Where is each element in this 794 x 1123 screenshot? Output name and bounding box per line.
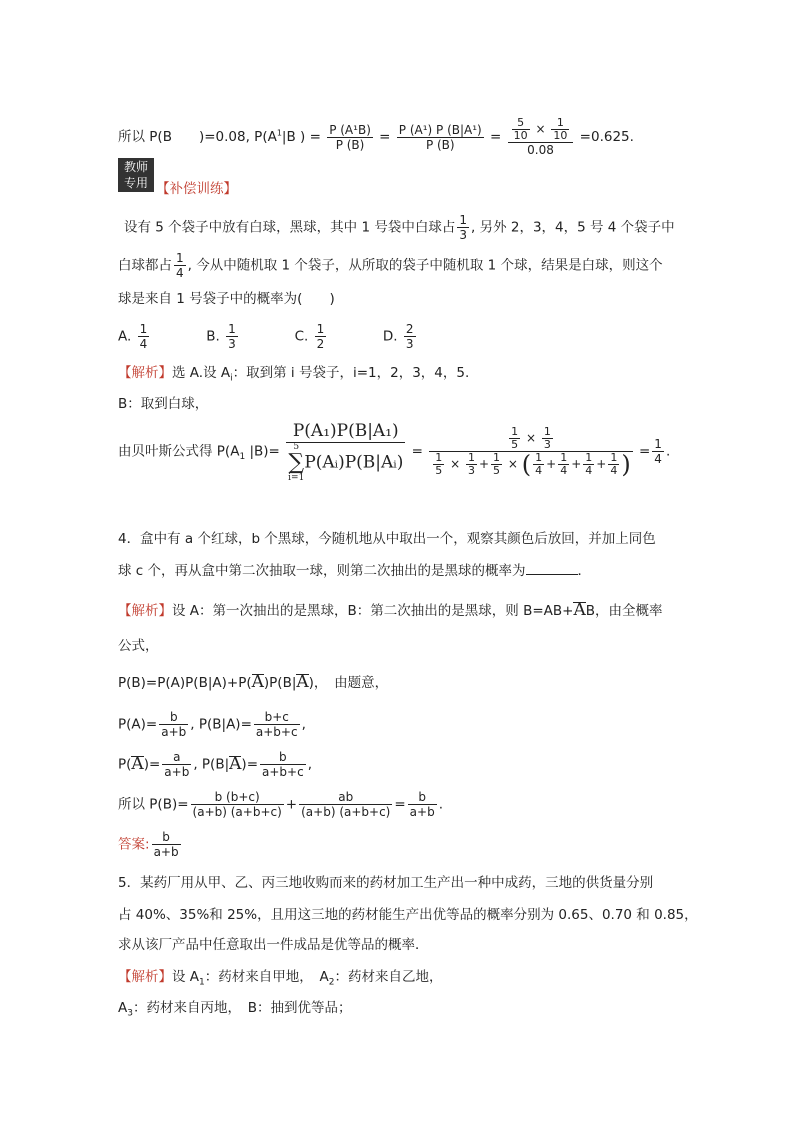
plus-sign: +	[285, 796, 298, 813]
text: )=	[241, 756, 259, 773]
analysis-tag: 【解析】	[118, 365, 172, 381]
fraction	[260, 750, 306, 779]
fraction	[327, 123, 373, 152]
denominator: a+b+c	[262, 765, 304, 779]
bayes-formula	[118, 420, 670, 483]
denominator: a+b	[409, 805, 435, 819]
numerator: 1	[511, 425, 519, 438]
solution2-line-2: 公式，	[118, 638, 159, 654]
q5-line-2: 占 40%、35%和 25%，且用这三地的药材能生产出优等品的概率分别为 0.65、0.70 和 0.85，	[118, 907, 698, 923]
text: A	[118, 1000, 128, 1016]
options-row	[118, 322, 467, 351]
text: =0.625.	[579, 129, 634, 145]
fraction	[509, 426, 520, 451]
text: =	[394, 796, 406, 813]
sum-top: 5	[293, 442, 300, 452]
numerator: 1	[560, 451, 568, 464]
denominator: 10	[513, 129, 528, 142]
answer-tag: 答案:	[118, 836, 150, 853]
fraction	[299, 790, 392, 819]
a-complement: A	[573, 600, 586, 620]
superscript: 1	[276, 128, 282, 138]
numerator: 1	[139, 322, 148, 336]
numerator: b	[159, 710, 188, 725]
text: .	[665, 443, 671, 460]
section-title: 【补偿训练】	[156, 181, 237, 197]
option-label: B.	[206, 328, 225, 345]
fraction	[159, 710, 188, 739]
answer-line	[118, 830, 183, 859]
option-c	[295, 322, 379, 351]
solution2-line-6	[118, 790, 443, 819]
formula-line-top	[118, 117, 634, 157]
big-fraction	[286, 420, 405, 483]
numerator: 5	[512, 117, 530, 130]
fraction	[491, 452, 502, 477]
numerator: b	[152, 830, 181, 845]
text: 球 c 个，再从盒中第二次抽取一球，则第二次抽出的是黑球的概率为	[118, 563, 526, 579]
solution3-line-2	[118, 999, 352, 1023]
denominator: 4	[560, 464, 568, 477]
sum-body: P(Aᵢ)P(B|Aᵢ)	[304, 452, 404, 473]
text: |B ) =	[281, 129, 321, 145]
text: 设 A	[172, 969, 200, 985]
numerator: b+c	[254, 710, 300, 725]
text: 由贝叶斯公式得 P(A	[118, 443, 240, 460]
text: , P(B|	[193, 756, 230, 773]
fraction	[583, 452, 594, 477]
a-complement: A	[251, 672, 264, 692]
analysis-tag: 【解析】	[118, 603, 172, 619]
badge-line: 教师	[123, 160, 148, 174]
denominator: 4	[139, 337, 148, 351]
fraction	[652, 437, 664, 466]
text: =	[411, 443, 423, 460]
fraction	[608, 452, 619, 477]
text: , 今从中随机取 1 个袋子，从所取的袋子中随机取 1 个球，结果是白球，则这个	[187, 257, 663, 274]
denominator: 4	[176, 266, 184, 280]
text: 所以 P(B )=0.08, P(A	[118, 129, 277, 145]
text: P(A)=	[118, 716, 158, 733]
subscript: i	[230, 373, 233, 384]
text: )， 由题意，	[308, 675, 389, 691]
times-sign: ×	[507, 457, 518, 471]
numerator: a	[162, 750, 191, 765]
text: ：药材来自甲地， A	[204, 969, 329, 985]
fraction	[533, 452, 544, 477]
times-sign: ×	[525, 431, 536, 445]
denominator	[429, 452, 632, 477]
text: , 另外 2，3，4，5 号 4 个袋子中	[470, 219, 675, 236]
q4-line-1: 4．盒中有 a 个红球，b 个黑球，今随机地从中取出一个，观察其颜色后放回，并加上同色	[118, 531, 656, 547]
numerator: 1	[610, 451, 618, 464]
numerator: 1	[459, 213, 467, 227]
q5-line-1: 5．某药厂用从甲、乙、丙三地收购而来的药材加工生产出一种中成药，三地的供货量分别	[118, 875, 654, 891]
numerator: 1	[228, 322, 236, 336]
problem-line-2	[118, 251, 663, 280]
denominator: 5	[511, 438, 519, 451]
text: 设 A：第一次抽出的是黑球，B：第二次抽出的是黑球，则 B=AB+	[172, 603, 574, 619]
denominator: P (B)	[425, 137, 455, 152]
sum-symbol	[288, 443, 304, 483]
text: |B)=	[245, 443, 280, 460]
solution3-line-1	[118, 968, 443, 992]
fraction	[315, 322, 327, 351]
text: =	[379, 129, 391, 145]
a-complement: A	[229, 753, 242, 774]
analysis-tag: 【解析】	[118, 969, 172, 985]
text: 设有 5 个袋子中放有白球，黑球，其中 1 号袋中白球占	[124, 219, 456, 236]
fraction	[408, 790, 437, 819]
fraction	[404, 322, 416, 351]
plus-sign: +	[478, 457, 490, 471]
teacher-badge	[118, 158, 154, 192]
text: , P(B|A)=	[190, 716, 252, 733]
numerator: 1	[176, 251, 184, 265]
fraction	[508, 117, 574, 157]
solution2-line-4	[118, 710, 306, 739]
fraction	[429, 426, 632, 477]
left-paren: (	[521, 450, 532, 479]
text: ：药材来自乙地，	[334, 969, 443, 985]
text: )=	[143, 756, 161, 773]
option-a	[118, 322, 202, 351]
numerator: 1	[493, 451, 501, 464]
denominator: 4	[654, 452, 662, 466]
numerator: b	[408, 790, 437, 805]
text: =	[490, 129, 502, 145]
fraction	[433, 452, 444, 477]
q4-line-2	[118, 562, 591, 580]
subscript: 2	[328, 977, 335, 988]
text: ：药材来自丙地， B：抽到优等品；	[132, 1000, 352, 1016]
numerator: P (A¹B)	[329, 122, 371, 137]
text: )P(B|	[263, 675, 297, 691]
numerator: P(A₁)P(B|A₁)	[286, 420, 405, 443]
a-complement: A	[296, 672, 309, 692]
badge-line: 专用	[123, 176, 148, 190]
fraction	[226, 322, 238, 351]
fraction	[174, 251, 186, 280]
sigma: ∑	[288, 450, 305, 475]
numerator: 1	[316, 322, 325, 336]
fraction	[162, 750, 191, 779]
q5-line-3: 求从该厂产品中任意取出一件成品是优等品的概率．	[118, 937, 429, 953]
text: .	[438, 796, 443, 813]
text: B，由全概率	[585, 603, 663, 619]
denominator: 4	[610, 464, 618, 477]
fraction	[551, 117, 569, 142]
fraction	[466, 452, 477, 477]
problem-line-1	[124, 213, 675, 242]
plus-sign: +	[596, 457, 607, 471]
fraction	[138, 322, 150, 351]
times-sign: ×	[535, 122, 546, 136]
text: ,	[301, 716, 306, 733]
text: P(B)=P(A)P(B|A)+P(	[118, 675, 252, 691]
option-label: A.	[118, 328, 136, 345]
option-label: C.	[294, 328, 313, 345]
denominator	[286, 443, 405, 483]
plus-sign: +	[571, 457, 582, 471]
text: 选 A.设 A	[172, 365, 231, 381]
problem-line-3: 球是来自 1 号袋子中的概率为( )	[118, 291, 335, 307]
numerator: P (A¹) P (B|A¹)	[398, 122, 482, 137]
text: P(	[118, 756, 132, 773]
denominator: (a+b) (a+b+c)	[301, 805, 391, 819]
option-d	[383, 322, 467, 351]
fraction	[542, 426, 553, 451]
denominator: 5	[493, 464, 501, 477]
numerator: 1	[435, 451, 443, 464]
numerator: ab	[299, 790, 392, 805]
fraction	[457, 213, 469, 242]
denominator: a+b	[153, 845, 179, 859]
denominator: 5	[435, 464, 443, 477]
numerator: 1	[467, 451, 475, 464]
solution2-line-1	[118, 601, 663, 620]
sum-bottom: i=1	[288, 473, 305, 483]
fraction	[254, 710, 300, 739]
answer-blank	[526, 562, 578, 575]
denominator: 3	[405, 337, 414, 351]
numerator: 1	[585, 451, 593, 464]
denominator: 4	[585, 464, 593, 477]
numerator: b	[260, 750, 306, 765]
denominator: 4	[535, 464, 543, 477]
plus-sign: +	[546, 457, 557, 471]
solution1-line-1	[118, 364, 469, 388]
numerator: 2	[405, 322, 414, 336]
numerator: 1	[551, 117, 569, 130]
denominator: 3	[543, 438, 551, 451]
denominator: 3	[467, 464, 475, 477]
text: ,	[307, 756, 312, 773]
a-complement: A	[131, 753, 144, 774]
solution2-line-3	[118, 673, 388, 692]
denominator: P (B)	[335, 137, 365, 152]
denominator: 2	[316, 337, 325, 351]
numerator: 1	[654, 437, 662, 451]
subscript: 1	[199, 977, 205, 988]
text: ．	[577, 563, 592, 579]
denominator: a+b+c	[255, 725, 298, 739]
subscript: 1	[239, 452, 246, 463]
denominator: a+b	[161, 725, 187, 739]
numerator	[508, 117, 574, 143]
subscript: 3	[127, 1008, 133, 1019]
solution1-line-2: B：取到白球，	[118, 396, 209, 412]
text: =	[638, 443, 651, 460]
option-label: D.	[382, 328, 402, 345]
denominator: 3	[459, 228, 467, 242]
option-b	[206, 322, 290, 351]
denominator: a+b	[164, 765, 190, 779]
fraction	[191, 790, 284, 819]
denominator: (a+b) (a+b+c)	[192, 805, 282, 819]
text: ：取到第 i 号袋子，i=1，2，3，4，5.	[232, 365, 470, 381]
fraction	[512, 117, 530, 142]
numerator: 1	[543, 425, 551, 438]
fraction	[558, 452, 569, 477]
denominator: 0.08	[527, 143, 554, 157]
text: 所以 P(B)=	[118, 796, 189, 813]
fraction	[397, 123, 484, 152]
denominator: 3	[228, 337, 236, 351]
fraction	[152, 830, 181, 859]
times-sign: ×	[450, 457, 461, 471]
solution2-line-5	[118, 750, 312, 779]
text: 白球都占	[118, 257, 172, 274]
numerator: 1	[535, 451, 543, 464]
denominator: 10	[553, 129, 568, 142]
numerator: b (b+c)	[191, 790, 284, 805]
numerator	[429, 426, 632, 452]
right-paren: )	[621, 450, 631, 479]
